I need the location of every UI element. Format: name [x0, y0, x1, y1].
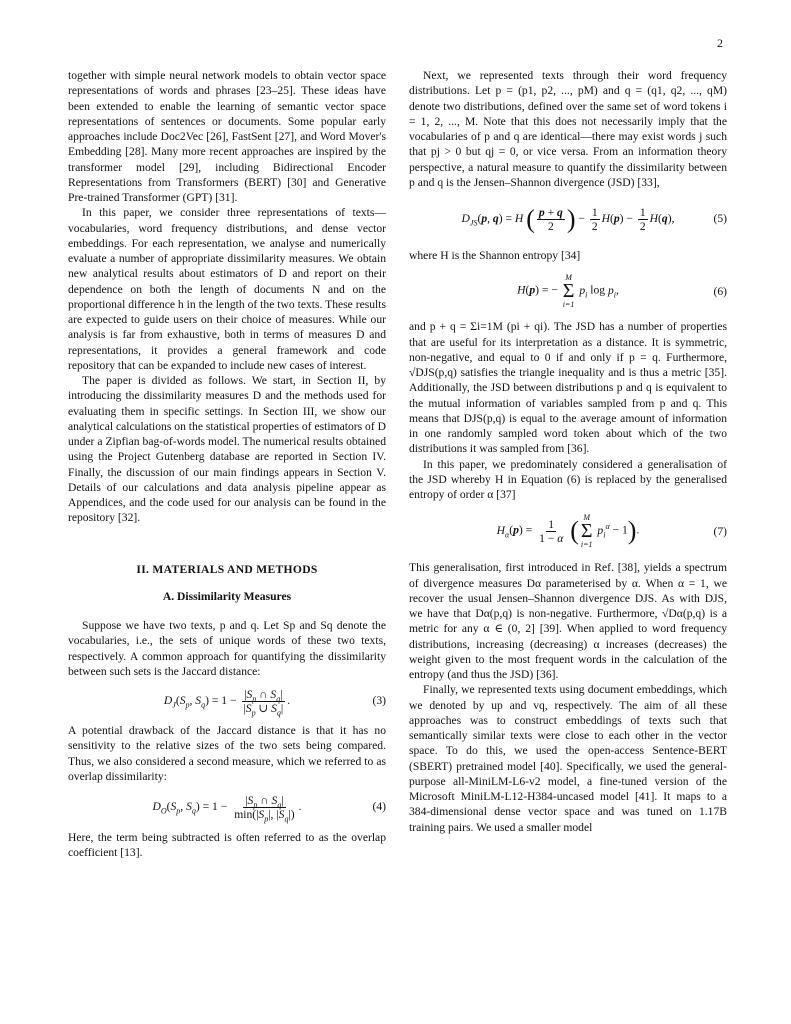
equation-3-number: (3) — [372, 694, 386, 708]
equation-6 — [409, 263, 727, 319]
right-paragraph-4: In this paper, we predominately considered a generalisation of the JSD whereby H in Equation (6) is replaced by the generalised entropy of order α [37] — [409, 457, 727, 501]
right-paragraph-6: Finally, we represented texts using document embeddings, which we denoted by up and vq, respectively. The aim of all these approaches was to construct embeddings of texts such that semantically similar texts were close to each other in the vector space. To do this, we used the open-access Sentence-BERT (SBERT) pretrained model [40]. Specifically, we used the general-purpose all-MiniLM-L6-v2 model, a fine-tuned version of the Microsoft MiniLM-L12-H384-uncased model [41]. It maps to a 384-dimensional dense vector space and was tuned on 1.17B training pairs. We used a smaller model — [409, 683, 727, 834]
equation-6-number: (6) — [713, 284, 727, 298]
left-paragraph-2: In this paper, we consider three representations of texts—vocabularies, word frequency distributions, and dense vector embeddings. For each representation, we analyse and numerically evaluate a number of appropriate dissimilarity measures. We obtain new analytical results about estimators of D and report on their dependence on both the length of documents N and on the proportional difference h in the length of the two texts. These results are expected to guide users on their choice of measures. While our analysis is far from exhaustive, both in terms of measures D and representations, it provides a general framework and code repository that can be expanded to include new cases of interest. — [68, 206, 386, 372]
equation-7 — [409, 502, 727, 560]
left-paragraph-5: A potential drawback of the Jaccard distance is that it has no sensitivity to the relative sizes of the two sets being compared. Thus, we also considered a second measure, which we referred to as overlap dissimilarity: — [68, 724, 386, 783]
subsection-title: A. Dissimilarity Measures — [162, 589, 292, 603]
equation-7-number: (7) — [713, 524, 727, 538]
equation-3 — [68, 679, 386, 723]
equation-5 — [409, 190, 727, 248]
equation-6-body: H(p) = − M Σ i=1 $p_i$ $\log p_i$, — [517, 273, 619, 310]
left-paragraph-6: Here, the term being subtracted is often referred to as the overlap coefficient [13]. — [68, 831, 386, 860]
left-paragraph-1: together with simple neural network models to obtain vector space representations of words and phrases [23–25]. These ideas have been extended to enable the learning of semantic vector space representations of sentences or documents. Some popular early approaches include Doc2Vec [26], FastSent [27], and Word Mover's Embedding [28]. Many more recent approaches are inspired by the transformer model [29], including Bidirectional Encoder Representations from Transformers (BERT) [30] and Generative Pre-trained Transformer (GPT) [31]. — [68, 69, 386, 204]
right-paragraph-2: where H is the Shannon entropy [34] — [409, 249, 581, 262]
right-paragraph-3: and p + q = Σi=1M (pi + qi). The JSD has a number of properties that are useful for its interpretation as a distance. It is symmetric, non-negative, and equal to 0 if and only if p = q. Furthermore, √DJS(p,q) satisfies the triangle inequality and is thus a metric [35]. Additionally, the JSD between distributions p and q is equivalent to the mutual information of variables sampled from p and q. This means that DJS(p,q) is equal to the average amount of information in one randomly sampled word token about which of the two distributions it was sampled from [36]. — [409, 320, 727, 456]
equation-3-body: $D_J(S_p$, $S_q) = 1$ − $\frac{|S_p \cap S_q|}{|S_p \cup S_q|}$ . — [163, 687, 291, 717]
section-title: II. MATERIALS AND METHODS — [136, 562, 318, 576]
equation-4-number: (4) — [372, 800, 386, 814]
equation-7-body: $H_\alpha(p)$ = $\frac{1}{1 - \alpha}$ ( M Σ i=1 $p_i^\alpha - 1$). — [496, 513, 640, 550]
right-column — [409, 68, 727, 835]
equation-4 — [68, 784, 386, 830]
left-paragraph-4: Suppose we have two texts, p and q. Let Sp and Sq denote the vocabularies, i.e., the sets of unique words of these two texts, respectively. A common approach for quantifying the dissimilarity between such sets is the Jaccard distance: — [68, 619, 386, 678]
equation-4-body: $D_O(S_p$, $S_q) = 1$ − $\frac{|S_p \cap S_q|}{\min(|S_p|, |S_q|)}$ . — [152, 793, 302, 823]
right-paragraph-5: This generalisation, first introduced in Ref. [38], yields a spectrum of divergence measures Dα parameterised by α. When α = 1, we recover the usual Jensen–Shannon divergence DJS. As with DJS, we have that Dα(p,q) is non-negative. Furthermore, √Dα(p,q) is a metric for any α ∈ (0, 2] [39]. When applied to word frequency distributions, increasing (decreasing) α increases (decreases) the weight given to the most frequent words in the calculation of the entropy (and thus the JSD) [36]. — [409, 561, 727, 681]
equation-5-body: $D_{JS}(p$, q) = H ( $\frac{p + q}{2}$ ) − $\frac{1}{2}$ H(p) − $\frac{1}{2}$ H(q), — [461, 204, 675, 233]
left-paragraph-3: The paper is divided as follows. We start, in Section II, by introducing the dissimilarity measures D and the methods used for evaluating them in specific settings. In Section III, we show our analytical calculations on the statistical properties of estimators of D under a Zipfian bag-of-words model. The numerical results obtained using the Project Gutenberg database are reported in Section IV. Finally, the discussion of our main findings appears in Section V. Details of our calculations and data analysis pipeline appear as Appendices, and the code used for our analysis can be found in the repository [32]. — [68, 374, 386, 525]
page-number: 2 — [717, 36, 723, 50]
equation-5-number: (5) — [713, 212, 727, 226]
left-column — [68, 68, 386, 861]
right-paragraph-1: Next, we represented texts through their word frequency distributions. Let p = (p1, p2, ..., pM) and q = (q1, q2, ..., qM) denote two distributions, defined over the same set of word tokens i = 1, 2, ..., M. Note that this does not necessarily imply that the vocabularies of p and q are identical—there may exist words j such that pj > 0 but qj = 0, or vice versa. From an information theory perspective, a natural measure to quantify the dissimilarity between p and q is the Jensen–Shannon divergence (JSD) [33], — [409, 69, 727, 189]
